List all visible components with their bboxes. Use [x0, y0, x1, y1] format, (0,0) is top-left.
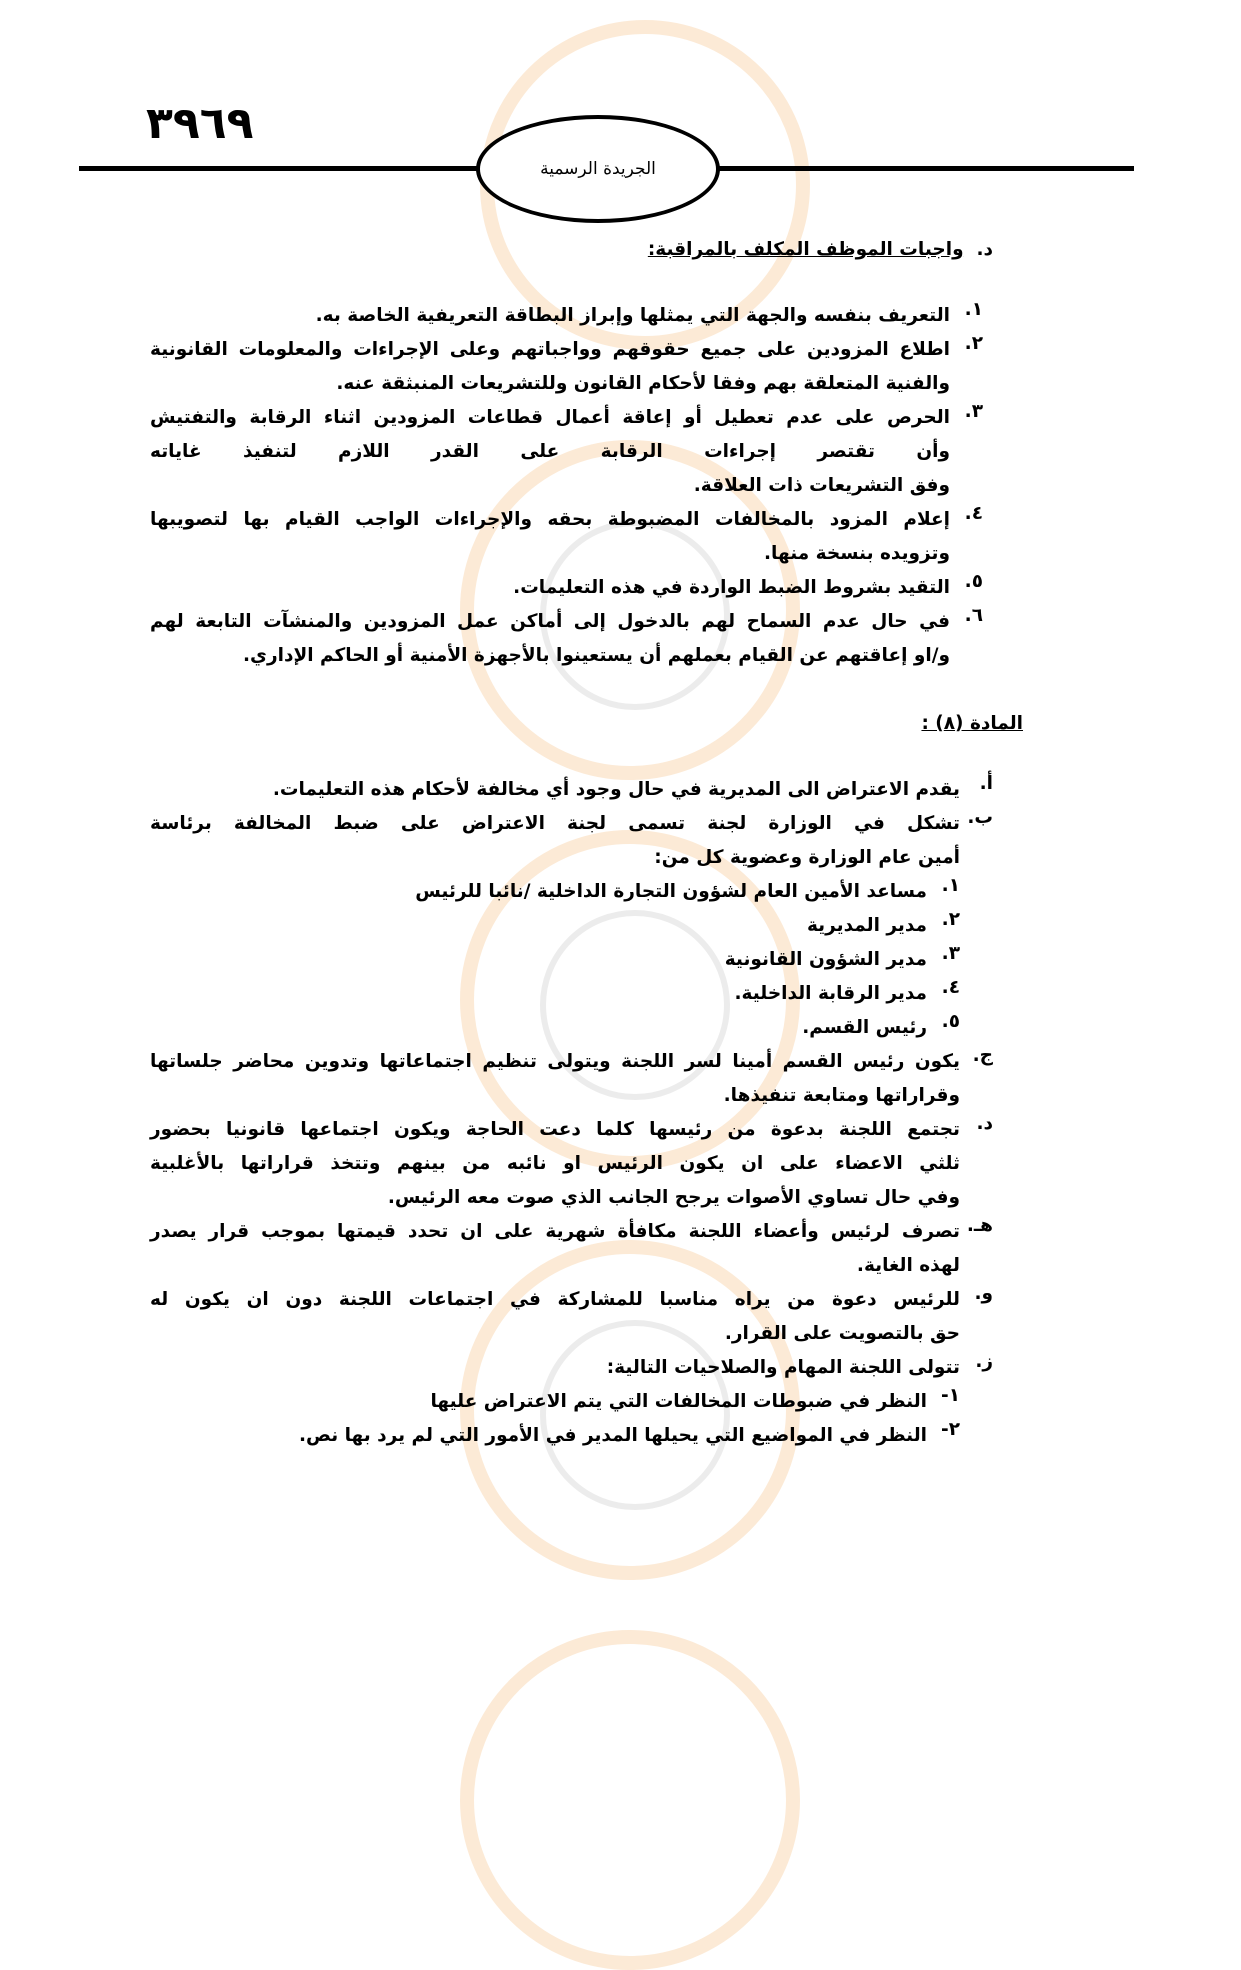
- clause-line: يقدم الاعتراض الى المديرية في حال وجود أي مخالفة لأحكام هذه التعليمات.: [272, 779, 960, 800]
- list-item: [150, 333, 983, 401]
- item-number: ٢.: [964, 333, 983, 354]
- item-line: اطلاع المزودين على جميع حقوقهم وواجباتهم وعلى الإجراءات والمعلومات القانونية: [150, 339, 950, 360]
- member-number: ٢.: [941, 909, 960, 930]
- member-number: ٣.: [941, 943, 960, 964]
- clause-line: حق بالتصويت على القرار.: [724, 1323, 960, 1344]
- clause-marker: ج.: [972, 1045, 993, 1066]
- task-item: [150, 1385, 960, 1419]
- item-line: إعلام المزود بالمخالفات المضبوطة بحقه والإجراءات الواجب القيام بها لتصويبها: [150, 509, 950, 530]
- clause-marker: و.: [974, 1283, 993, 1304]
- clause: [150, 773, 993, 807]
- clause-marker: ز.: [975, 1351, 993, 1372]
- clause-line: يكون رئيس القسم أمينا لسر اللجنة ويتولى تنظيم اجتماعاتها وتدوين محاضر جلساتها: [150, 1051, 960, 1072]
- item-number: ٦.: [964, 605, 983, 626]
- clause: [150, 1045, 993, 1113]
- member-text: رئيس القسم.: [802, 1017, 927, 1038]
- list-item: [150, 571, 983, 605]
- clause-line: تتولى اللجنة المهام والصلاحيات التالية:: [606, 1357, 960, 1378]
- member-item: [150, 909, 960, 943]
- item-number: ٣.: [964, 401, 983, 422]
- task-number: ١-: [941, 1385, 960, 1406]
- clause-marker: هـ.: [966, 1215, 993, 1236]
- clause: [150, 1113, 993, 1215]
- item-number: ٤.: [964, 503, 983, 524]
- clause-line: وقراراتها ومتابعة تنفيذها.: [723, 1085, 960, 1106]
- member-text: مدير الشؤون القانونية: [724, 949, 927, 970]
- gazette-title: الجريدة الرسمية: [540, 159, 656, 179]
- item-number: ٥.: [964, 571, 983, 592]
- section-marker: د.: [976, 239, 993, 260]
- clause-line: وفي حال تساوي الأصوات يرجح الجانب الذي صوت معه الرئيس.: [387, 1187, 960, 1208]
- clause: [150, 1215, 993, 1283]
- duties-list: [150, 299, 983, 673]
- article-8-title: المادة (٨) :: [921, 713, 1023, 734]
- clause-marker: د.: [976, 1113, 993, 1134]
- task-number: ٢-: [941, 1419, 960, 1440]
- clause-line: لهذه الغاية.: [856, 1255, 960, 1276]
- member-text: مساعد الأمين العام لشؤون التجارة الداخلية /نائبا للرئيس: [415, 881, 927, 902]
- member-item: [150, 943, 960, 977]
- item-line: وأن تقتصر إجراءات الرقابة على القدر اللازم لتنفيذ غاياته: [150, 441, 950, 462]
- item-line: في حال عدم السماح لهم بالدخول إلى أماكن عمل المزودين والمنشآت التابعة لهم: [150, 611, 950, 632]
- list-item: [150, 299, 983, 333]
- clause-marker: أ.: [979, 773, 993, 794]
- clause-marker: ب.: [967, 807, 993, 828]
- page-number: ٣٩٦٩: [146, 98, 254, 149]
- item-line: الحرص على عدم تعطيل أو إعاقة أعمال قطاعات المزودين اثناء الرقابة والتفتيش: [150, 407, 950, 428]
- task-text: النظر في المواضيع التي يحيلها المدير في الأمور التي لم يرد بها نص.: [298, 1425, 927, 1446]
- clause-line: أمين عام الوزارة وعضوية كل من:: [654, 847, 960, 868]
- clause: [150, 807, 993, 1045]
- member-item: [150, 977, 960, 1011]
- member-text: مدير الرقابة الداخلية.: [734, 983, 927, 1004]
- clause-line: تشكل في الوزارة لجنة تسمى لجنة الاعتراض على ضبط المخالفة برئاسة: [150, 813, 960, 834]
- list-item: [150, 503, 983, 571]
- article-8-clauses: [150, 773, 993, 1453]
- list-item: [150, 401, 983, 503]
- gazette-title-ellipse: [476, 115, 720, 223]
- task-text: النظر في ضبوطات المخالفات التي يتم الاعتراض عليها: [430, 1391, 927, 1412]
- member-number: ٤.: [941, 977, 960, 998]
- item-number: ١.: [964, 299, 983, 320]
- clause-line: للرئيس دعوة من يراه مناسبا للمشاركة في اجتماعات اللجنة دون ان يكون له: [150, 1289, 960, 1310]
- section-title: واجبات الموظف المكلف بالمراقبة:: [647, 239, 964, 260]
- member-number: ١.: [941, 875, 960, 896]
- item-line: وتزويده بنسخة منها.: [764, 543, 950, 564]
- task-item: [150, 1419, 960, 1453]
- clause: [150, 1283, 993, 1351]
- clause-line: تصرف لرئيس وأعضاء اللجنة مكافأة شهرية على ان تحدد قيمتها بموجب قرار يصدر: [150, 1221, 960, 1242]
- item-line: التعريف بنفسه والجهة التي يمثلها وإبراز البطاقة التعريفية الخاصة به.: [315, 305, 950, 326]
- member-text: مدير المديرية: [806, 915, 927, 936]
- list-item: [150, 605, 983, 673]
- member-item: [150, 875, 960, 909]
- item-line: التقيد بشروط الضبط الواردة في هذه التعليمات.: [513, 577, 950, 598]
- section-heading: [648, 233, 993, 267]
- item-line: وفق التشريعات ذات العلاقة.: [693, 475, 950, 496]
- member-item: [150, 1011, 960, 1045]
- clause-line: ثلثي الاعضاء على ان يكون الرئيس او نائبه من بينهم وتتخذ قراراتها بالأغلبية: [150, 1153, 960, 1174]
- item-line: و/او إعاقتهم عن القيام بعملهم أن يستعينوا بالأجهزة الأمنية أو الحاكم الإداري.: [242, 645, 950, 666]
- item-line: والفنية المتعلقة بهم وفقا لأحكام القانون وللتشريعات المنبثقة عنه.: [336, 373, 950, 394]
- watermark-clock: [460, 1630, 800, 1970]
- clause-line: تجتمع اللجنة بدعوة من رئيسها كلما دعت الحاجة ويكون اجتماعها قانونيا بحضور: [150, 1119, 960, 1140]
- clause: [150, 1351, 993, 1453]
- article-title: [921, 707, 1023, 741]
- member-number: ٥.: [941, 1011, 960, 1032]
